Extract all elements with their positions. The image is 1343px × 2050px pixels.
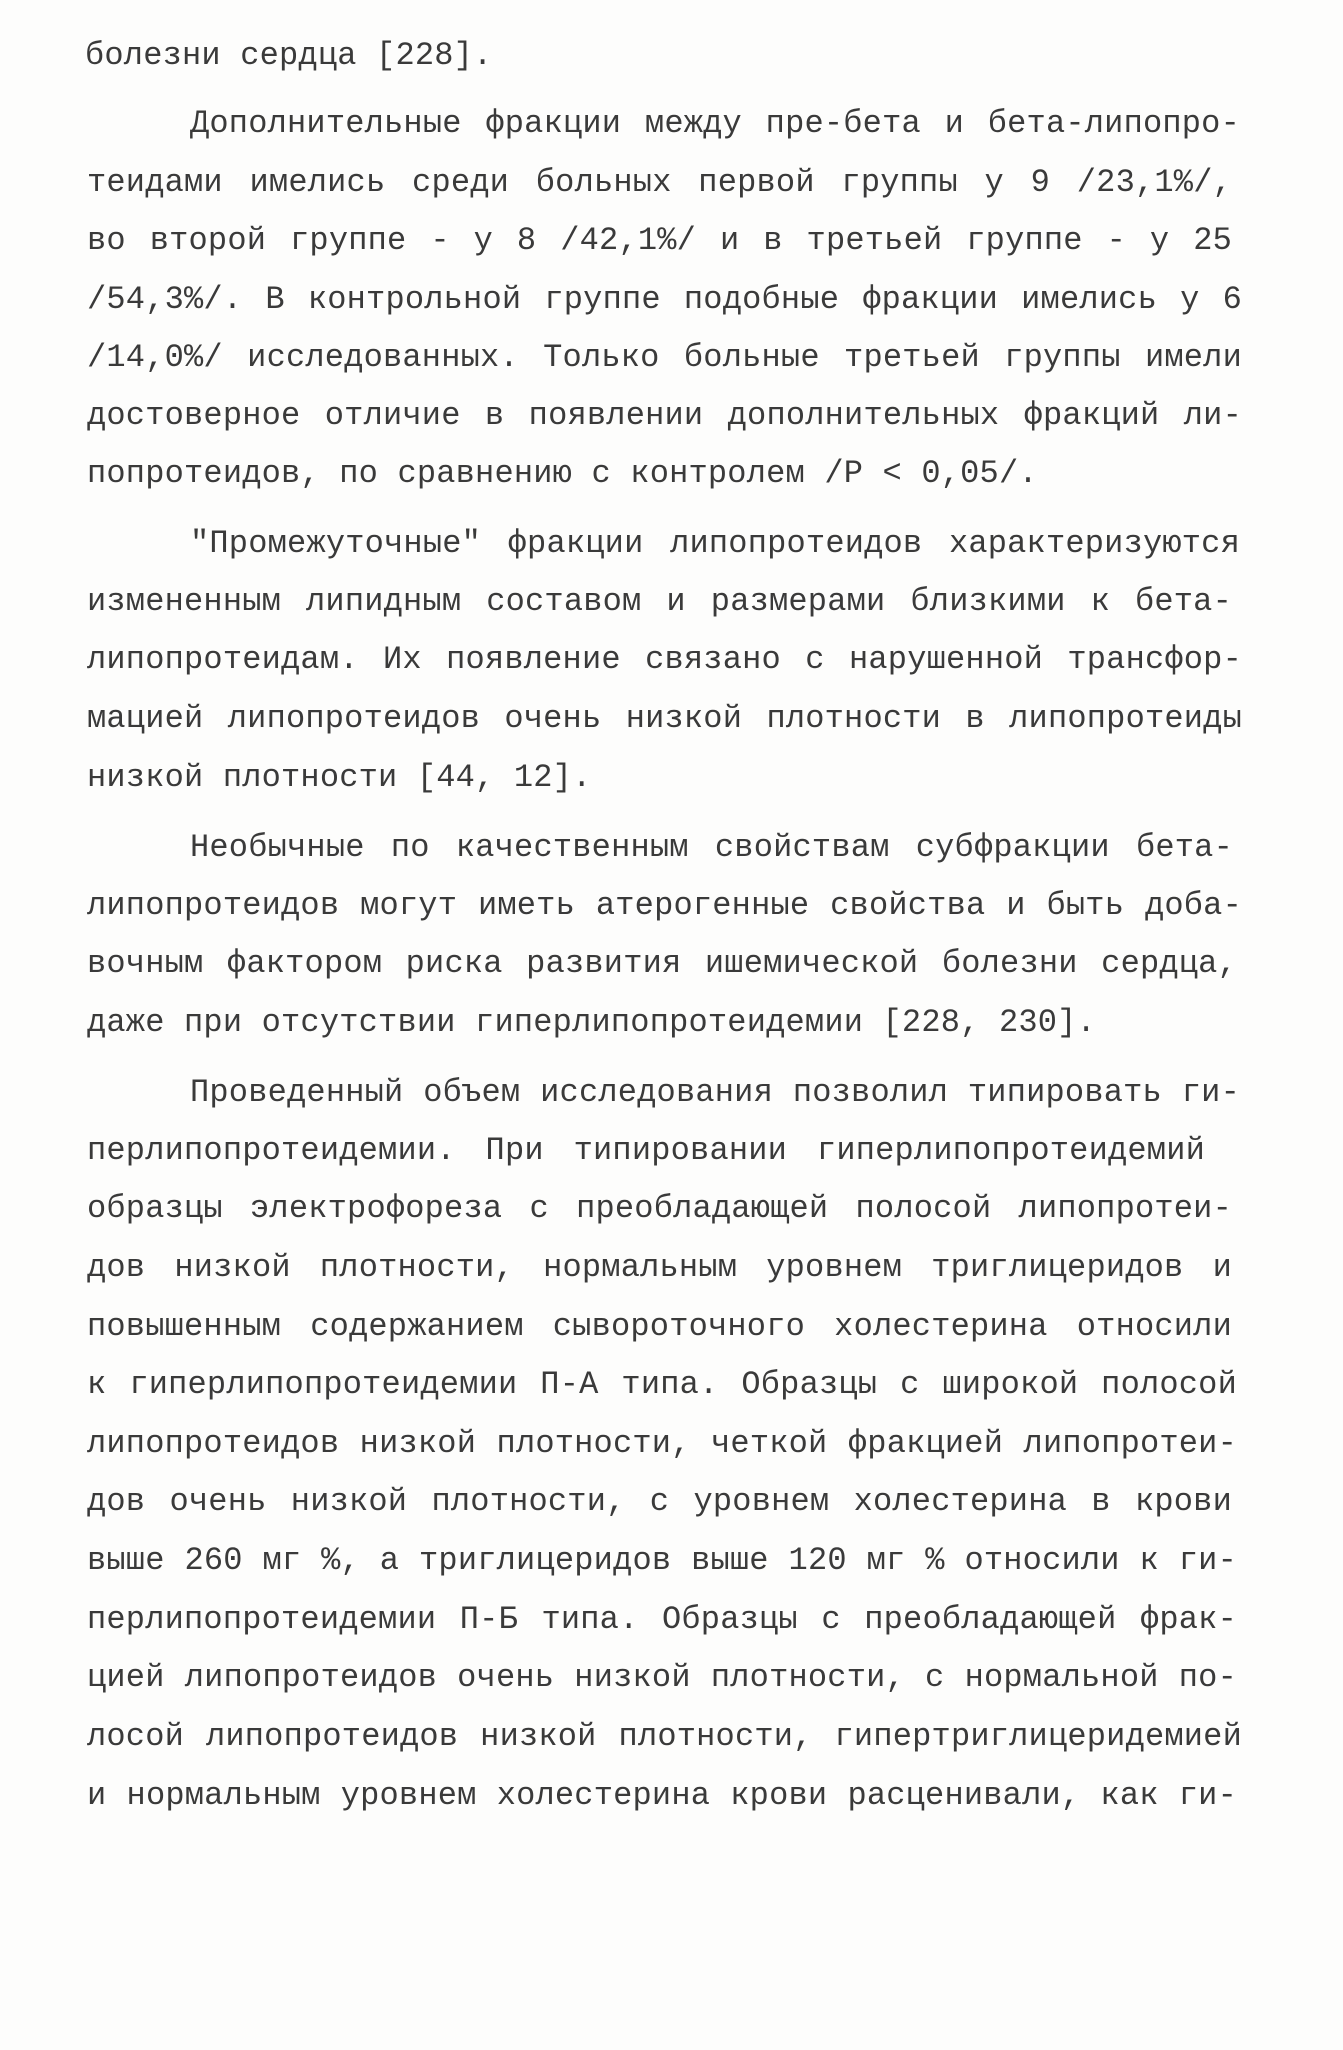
text-line — [0, 1131, 1343, 1171]
text-line — [0, 1541, 1343, 1581]
line-text: попротеидов, по сравнению с контролем /P < 0,05/. — [87, 455, 1038, 492]
text-line — [0, 944, 1343, 984]
line-text: липопротеидов могут иметь атерогенные свойства и быть доба- — [87, 887, 1242, 924]
text-line — [0, 1365, 1343, 1405]
text-line — [0, 396, 1343, 436]
line-text: мацией липопротеидов очень низкой плотности в липопротеиды — [87, 700, 1242, 737]
line-text: повышенным содержанием сывороточного холестерина относили — [87, 1308, 1232, 1345]
text-line — [0, 1424, 1343, 1464]
text-line — [0, 886, 1343, 926]
text-line — [0, 221, 1343, 261]
text-line — [0, 104, 1343, 144]
text-line — [0, 1776, 1343, 1816]
line-text: образцы электрофореза с преобладающей полосой липопротеи- — [87, 1190, 1232, 1227]
line-text: "Промежуточные" фракции липопротеидов характеризуются — [190, 525, 1240, 562]
text-line — [0, 1189, 1343, 1229]
line-text: выше 260 мг %, а триглицеридов выше 120 мг % относили к ги- — [87, 1542, 1237, 1579]
line-text: и нормальным уровнем холестерина крови расценивали, как ги- — [87, 1777, 1237, 1814]
line-text: цией липопротеидов очень низкой плотности, с нормальной по- — [87, 1659, 1237, 1696]
text-line — [0, 1248, 1343, 1288]
text-line — [0, 280, 1343, 320]
text-line — [0, 524, 1343, 564]
line-text: достоверное отличие в появлении дополнительных фракций ли- — [87, 397, 1242, 434]
line-text: к гиперлипопротеидемии П-А типа. Образцы с широкой полосой — [87, 1366, 1237, 1403]
text-line — [0, 1600, 1343, 1640]
line-text: лосой липопротеидов низкой плотности, гипертриглицеридемией — [87, 1718, 1242, 1755]
line-text: болезни сердца [228]. — [85, 37, 493, 74]
text-line — [0, 163, 1343, 203]
line-text: /54,3%/. В контрольной группе подобные фракции имелись у 6 — [87, 281, 1242, 318]
line-text: теидами имелись среди больных первой группы у 9 /23,1%/, — [87, 164, 1232, 201]
line-text: /14,0%/ исследованных. Только больные третьей группы имели — [87, 339, 1242, 376]
line-text: дов низкой плотности, нормальным уровнем триглицеридов и — [87, 1249, 1232, 1286]
text-line — [0, 699, 1343, 739]
line-text: вочным фактором риска развития ишемической болезни сердца, — [87, 945, 1237, 982]
text-line — [0, 1717, 1343, 1757]
line-text: липопротеидов низкой плотности, четкой фракцией липопротеи- — [87, 1425, 1237, 1462]
line-text: даже при отсутствии гиперлипопротеидемии [228, 230]. — [87, 1004, 1096, 1041]
line-text: во второй группе - у 8 /42,1%/ и в третьей группе - у 25 — [87, 222, 1232, 259]
text-line — [0, 1658, 1343, 1698]
line-text: дов очень низкой плотности, с уровнем холестерина в крови — [87, 1483, 1232, 1520]
text-line — [0, 454, 1343, 494]
text-line — [0, 1482, 1343, 1522]
text-line — [0, 36, 1343, 76]
text-line — [0, 1307, 1343, 1347]
text-line — [0, 828, 1343, 868]
line-text: перлипопротеидемии П-Б типа. Образцы с преобладающей фрак- — [87, 1601, 1237, 1638]
line-text: Дополнительные фракции между пре-бета и бета-липопро- — [190, 105, 1240, 142]
line-text: измененным липидным составом и размерами близкими к бета- — [87, 583, 1232, 620]
text-line — [0, 582, 1343, 622]
line-text: Проведенный объем исследования позволил типировать ги- — [190, 1074, 1240, 1111]
line-text: перлипопротеидемии. При типировании гиперлипопротеидемий — [87, 1132, 1205, 1169]
text-line — [0, 338, 1343, 378]
line-text: Необычные по качественным свойствам субфракции бета- — [190, 829, 1233, 866]
text-line — [0, 640, 1343, 680]
line-text: низкой плотности [44, 12]. — [87, 759, 592, 796]
text-line — [0, 758, 1343, 798]
line-text: липопротеидам. Их появление связано с нарушенной трансфор- — [87, 641, 1242, 678]
text-line — [0, 1003, 1343, 1043]
text-line — [0, 1073, 1343, 1113]
